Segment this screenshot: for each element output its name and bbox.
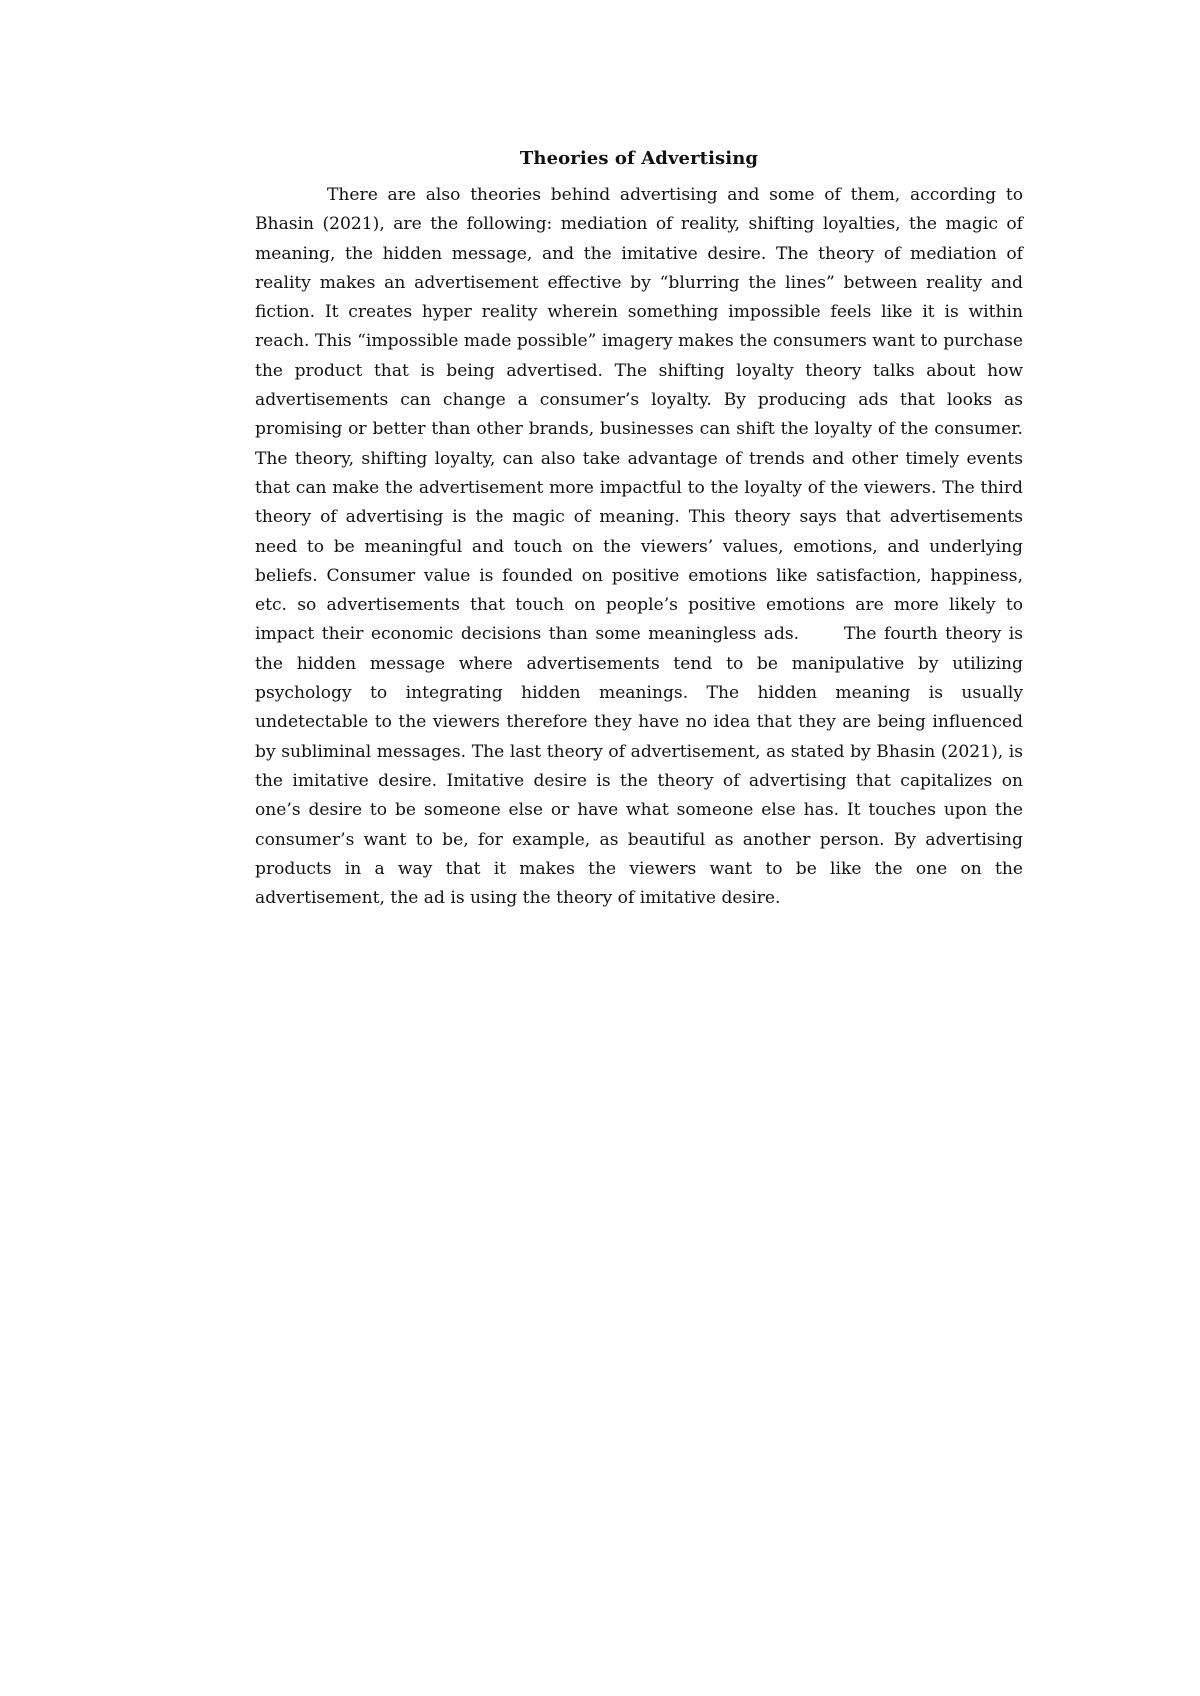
body-paragraph: There are also theories behind advertising and some of them, according to Bhasin (2021), are the following: mediation of reality, shifting loyalties, the magic of meaning, the hidden message, and the imitative desire. The theory of mediation of reality makes an advertisement effective by “blurring the lines” between reality and fiction. It creates hyper reality wherein something impossible feels like it is within reach. This “impossible made possible” imagery makes the consumers want to purchase the product that is being advertised. The shifting loyalty theory talks about how advertisements can change a consumer’s loyalty. By producing ads that looks as promising or better than other brands, businesses can shift the loyalty of the consumer. The theory, shifting loyalty, can also take advantage of trends and other timely events that can make the advertisement more impactful to the loyalty of the viewers. The third theory of advertising is the magic of meaning. This theory says that advertisements need to be meaningful and touch on the viewers’ values, emotions, and underlying beliefs. Consumer value is founded on positive emotions like satisfaction, happiness, etc. so advertisements that touch on people’s positive emotions are more likely to impact their economic decisions than some meaningless ads. The fourth theory is the hidden message where advertisements tend to be manipulative by utilizing psychology to integrating hidden meanings. The hidden meaning is usually undetectable to the viewers therefore they have no idea that they are being influenced by subliminal messages. The last theory of advertisement, as stated by Bhasin (2021), is the imitative desire. Imitative desire is the theory of advertising that capitalizes on one’s desire to be someone else or have what someone else has. It touches upon the consumer’s want to be, for example, as beautiful as another person. By advertising products in a way that it makes the viewers want to be like the one on the advertisement, the ad is using the theory of imitative desire. [255,185,1023,909]
document-title: Theories of Advertising [519,148,759,169]
document-body [255,143,1023,913]
